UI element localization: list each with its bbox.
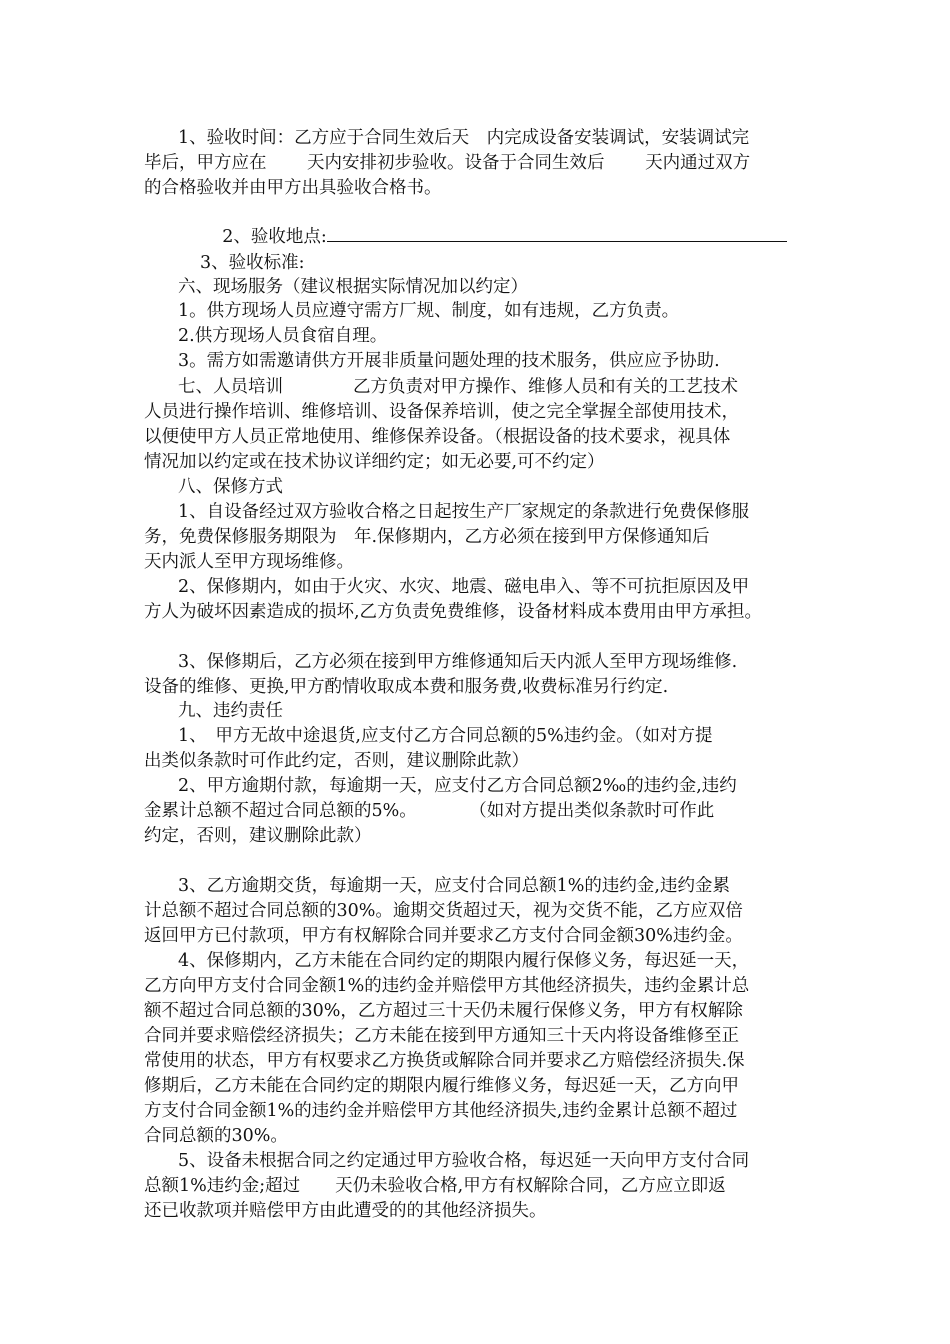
text-line: 务，免费保修服务期限为 年.保修期内，乙方必须在接到甲方保修通知后	[144, 527, 710, 547]
text-line: 3、验收标准:	[200, 253, 305, 273]
text-line: 合同并要求赔偿经济损失；乙方未能在接到甲方通知三十天内将设备维修至正	[144, 1026, 739, 1046]
text-line: 1、验收时间：乙方应于合同生效后天 内完成设备安装调试，安装调试完	[178, 128, 750, 148]
text-line: 乙方向甲方支付合同金额1%的违约金并赔偿甲方其他经济损失，违约金累计总	[144, 976, 750, 996]
text-line: 毕后，甲方应在 天内安排初步验收。设备于合同生效后 天内通过双方	[144, 153, 751, 173]
section-heading: 八、保修方式	[178, 477, 283, 497]
text-line: 合同总额的30%。	[144, 1126, 288, 1146]
acceptance-location-label: 2、验收地点:	[222, 227, 327, 247]
text-line: 方支付合同金额1%的违约金并赔偿甲方其他经济损失,违约金累计总额不超过	[144, 1101, 738, 1121]
text-line: 返回甲方已付款项，甲方有权解除合同并要求乙方支付合同金额30%违约金。	[144, 926, 743, 946]
text-line: 常使用的状态，甲方有权要求乙方换货或解除合同并要求乙方赔偿经济损失.保	[144, 1051, 745, 1071]
acceptance-location-blank	[327, 225, 787, 242]
text-line: 情况加以约定或在技术协议详细约定；如无必要,可不约定）	[144, 452, 605, 472]
text-line: 还已收款项并赔偿甲方由此遭受的的其他经济损失。	[144, 1201, 547, 1221]
text-line: 2、保修期内，如由于火灾、水灾、地震、磁电串入、等不可抗拒原因及甲	[178, 577, 750, 597]
text-line: 4、保修期内，乙方未能在合同约定的期限内履行保修义务，每迟延一天，	[178, 951, 750, 971]
text-line: 人员进行操作培训、维修培训、设备保养培训，使之完全掌握全部使用技术，	[144, 402, 739, 422]
section-heading: 六、现场服务（建议根据实际情况加以约定）	[178, 277, 528, 297]
text-line: 方人为破坏因素造成的损坏,乙方负责免费维修，设备材料成本费用由甲方承担。	[144, 602, 763, 622]
text-line: 金累计总额不超过合同总额的5%。 （如对方提出类似条款时可作此	[144, 801, 715, 821]
text-line: 的合格验收并由甲方出具验收合格书。	[144, 178, 442, 198]
text-line: 3、乙方逾期交货，每逾期一天，应支付合同总额1%的违约金,违约金累	[178, 876, 730, 896]
text-line: 天内派人至甲方现场维修。	[144, 552, 354, 572]
section-heading: 七、人员培训 乙方负责对甲方操作、维修人员和有关的工艺技术	[178, 377, 738, 397]
text-line: 5、设备未根据合同之约定通过甲方验收合格，每迟延一天向甲方支付合同	[178, 1151, 750, 1171]
text-line: 1。供方现场人员应遵守需方厂规、制度，如有违规，乙方负责。	[178, 301, 680, 321]
text-line: 约定，否则，建议删除此款）	[144, 826, 372, 846]
text-line: 修期后，乙方未能在合同约定的期限内履行维修义务，每迟延一天，乙方向甲	[144, 1076, 739, 1096]
text-line: 出类似条款时可作此约定，否则，建议删除此款）	[144, 751, 529, 771]
text-line: 1、 甲方无故中途退货,应支付乙方合同总额的5%违约金。（如对方提	[178, 726, 713, 746]
text-line: 3、保修期后，乙方必须在接到甲方维修通知后天内派人至甲方现场维修.	[178, 652, 738, 672]
text-line: 以便使甲方人员正常地使用、维修保养设备。（根据设备的技术要求，视具体	[144, 427, 731, 447]
text-line: 设备的维修、更换,甲方酌情收取成本费和服务费,收费标准另行约定.	[144, 677, 669, 697]
text-line: 额不超过合同总额的30%，乙方超过三十天仍未履行保修义务，甲方有权解除	[144, 1001, 743, 1021]
section-heading: 九、违约责任	[178, 701, 283, 721]
text-line: 3。需方如需邀请供方开展非质量问题处理的技术服务，供应应予协助.	[178, 351, 720, 371]
text-line: 1、自设备经过双方验收合格之日起按生产厂家规定的条款进行免费保修服	[178, 502, 750, 522]
text-line: 2、甲方逾期付款，每逾期一天，应支付乙方合同总额2‰的违约金,违约	[178, 776, 737, 796]
text-line: 总额1%违约金;超过 天仍未验收合格,甲方有权解除合同，乙方应立即返	[144, 1176, 726, 1196]
text-line: 计总额不超过合同总额的30%。逾期交货超过天，视为交货不能，乙方应双倍	[144, 901, 743, 921]
text-line: 2.供方现场人员食宿自理。	[178, 326, 388, 346]
